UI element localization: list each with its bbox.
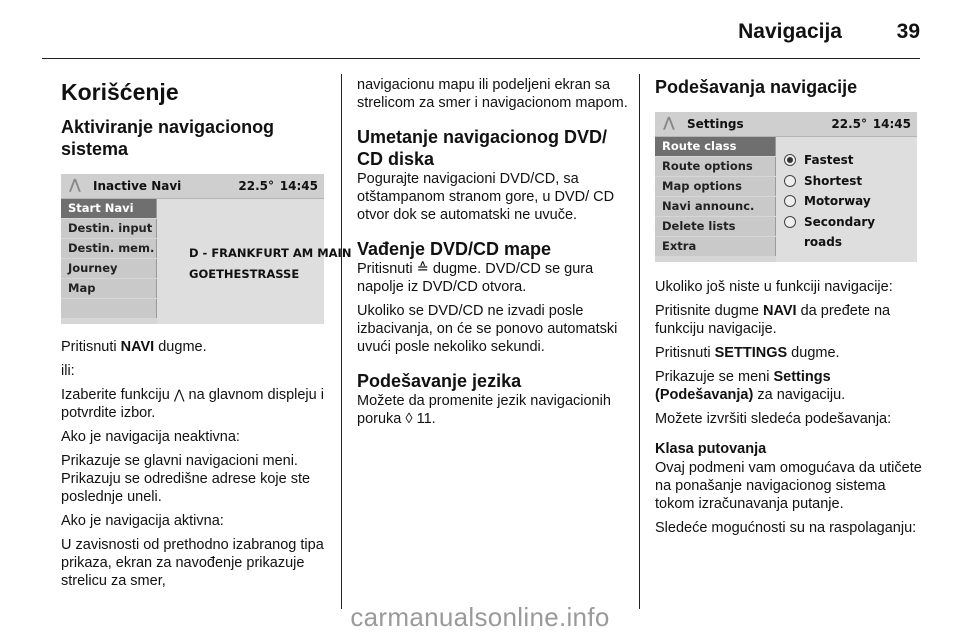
paragraph: Pritisnite dugme NAVI da pređete na funkciju navigacije. <box>655 303 891 337</box>
paragraph: Pritisnuti SETTINGS dugme. <box>655 345 840 361</box>
subsection-title: Vađenje DVD/CD mape <box>357 239 552 259</box>
route-class-options <box>776 137 917 262</box>
column-1 <box>61 68 352 596</box>
destination-panel <box>157 199 352 324</box>
menu-item-start-navi[interactable]: Start Navi <box>61 199 157 218</box>
header-title: Navigacija <box>738 20 842 43</box>
subsection-title: Podešavanje jezika <box>357 371 522 391</box>
inactive-navi-screen <box>61 174 352 324</box>
navi-key-label: NAVI <box>120 339 155 355</box>
screen-title: Settings <box>687 117 744 131</box>
column-2 <box>357 76 629 434</box>
page-header <box>0 0 960 58</box>
option-motorway[interactable]: Motorway <box>776 191 917 212</box>
paragraph: Ukoliko još niste u funkciji navigacije: <box>655 279 893 295</box>
navigation-arrow-icon: ⋀ <box>663 115 675 131</box>
settings-key-label: SETTINGS <box>714 345 788 361</box>
paragraph: ili: <box>61 363 75 379</box>
radio-selected-icon <box>784 154 796 166</box>
menu-item-empty <box>61 299 157 318</box>
temperature: 22.5° <box>238 179 274 193</box>
column-3 <box>655 76 925 543</box>
temperature: 22.5° <box>831 117 867 131</box>
menu-item-destin-mem[interactable]: Destin. mem. <box>61 239 157 258</box>
paragraph: Prikazuje se glavni navigacioni meni. Prikazuju se odredišne adrese koje ste poslednje uneli. <box>61 453 311 505</box>
menu-item-journey[interactable]: Journey <box>61 259 157 278</box>
navigation-arrow-icon: ⋀ <box>173 387 185 402</box>
paragraph: navigacionu mapu ili podeljeni ekran sa strelicom za smer i navigacionom mapom. <box>357 77 628 111</box>
menu-item-route-options[interactable]: Route options <box>655 157 776 176</box>
subsection-title: Podešavanja navigacije <box>655 77 858 97</box>
paragraph: Ukoliko se DVD/CD ne izvadi posle izbacivanja, on će se ponovo automatski uvući posle nekoliko sekundi. <box>357 303 618 355</box>
option-fastest[interactable]: Fastest <box>776 150 917 171</box>
column-divider-1 <box>341 74 342 609</box>
menu-item-map-options[interactable]: Map options <box>655 177 776 196</box>
option-shortest[interactable]: Shortest <box>776 171 917 192</box>
screen-menu <box>655 137 776 257</box>
eject-icon: ≙ <box>416 261 429 277</box>
header-rule <box>42 58 920 59</box>
paragraph: Ako je navigacija aktivna: <box>61 513 224 529</box>
screen-status-bar <box>61 174 324 199</box>
clock: 14:45 <box>872 117 911 131</box>
section-title: Korišćenje <box>61 79 179 105</box>
menu-item-navi-announc[interactable]: Navi announc. <box>655 197 776 216</box>
paragraph: Sledeće mogućnosti su na raspolaganju: <box>655 520 917 536</box>
radio-unselected-icon <box>784 175 796 187</box>
menu-item-map[interactable]: Map <box>61 279 157 298</box>
destination-line-1: D - FRANKFURT AM MAIN <box>189 246 352 260</box>
subsection-title: Umetanje navigacionog DVD/ CD diska <box>357 127 608 169</box>
subsection-title: Aktiviranje navigacionog sistema <box>61 117 275 159</box>
watermark: carmanualsonline.info <box>350 602 610 632</box>
screen-title: Inactive Navi <box>93 179 182 193</box>
menu-item-destin-input[interactable]: Destin. input <box>61 219 157 238</box>
subsection-title: Klasa putovanja <box>655 441 767 457</box>
screen-menu <box>61 199 157 319</box>
column-divider-2 <box>639 74 640 609</box>
paragraph: Ovaj podmeni vam omogućava da utičete na ponašanje navigacionog sistema tokom izračunavanja putanje. <box>655 460 922 512</box>
paragraph: Izaberite funkciju ⋀ na glavnom displeju i potvrdite izbor. <box>61 387 324 421</box>
paragraph: Ako je navigacija neaktivna: <box>61 429 240 445</box>
paragraph: Možete izvršiti sledeća podešavanja: <box>655 411 892 427</box>
paragraph: Prikazuje se meni Settings (Podešavanja) za navigaciju. <box>655 369 846 403</box>
paragraph: Pritisnuti NAVI dugme. <box>61 339 207 355</box>
page-number: 39 <box>896 20 920 43</box>
navigation-arrow-icon: ⋀ <box>69 177 81 193</box>
menu-item-extra[interactable]: Extra <box>655 237 776 256</box>
option-secondary-roads[interactable]: Secondary roads <box>776 212 917 233</box>
radio-unselected-icon <box>784 216 796 228</box>
settings-screen <box>655 112 917 262</box>
paragraph: Možete da promenite jezik navigacionih poruka ◊ 11. <box>357 393 611 427</box>
radio-unselected-icon <box>784 195 796 207</box>
paragraph: Pritisnuti ≙ dugme. DVD/CD se gura napolje iz DVD/CD otvora. <box>357 261 594 295</box>
paragraph: Pogurajte navigacioni DVD/CD, sa otštampanom stranom gore, u DVD/ CD otvor dok se automatski ne uvuče. <box>357 171 615 223</box>
menu-item-delete-lists[interactable]: Delete lists <box>655 217 776 236</box>
navi-key-label: NAVI <box>763 303 797 319</box>
menu-item-route-class[interactable]: Route class <box>655 137 776 156</box>
page-reference-icon: ◊ <box>405 411 413 427</box>
paragraph: U zavisnosti od prethodno izabranog tipa prikaza, ekran za navođenje prikazuje strelicu za smer, <box>61 537 324 589</box>
settings-menu-label: Settings (Podešavanja) <box>655 369 831 403</box>
destination-line-2: GOETHESTRASSE <box>189 267 300 281</box>
screen-status-bar <box>655 112 917 137</box>
clock: 14:45 <box>279 179 318 193</box>
